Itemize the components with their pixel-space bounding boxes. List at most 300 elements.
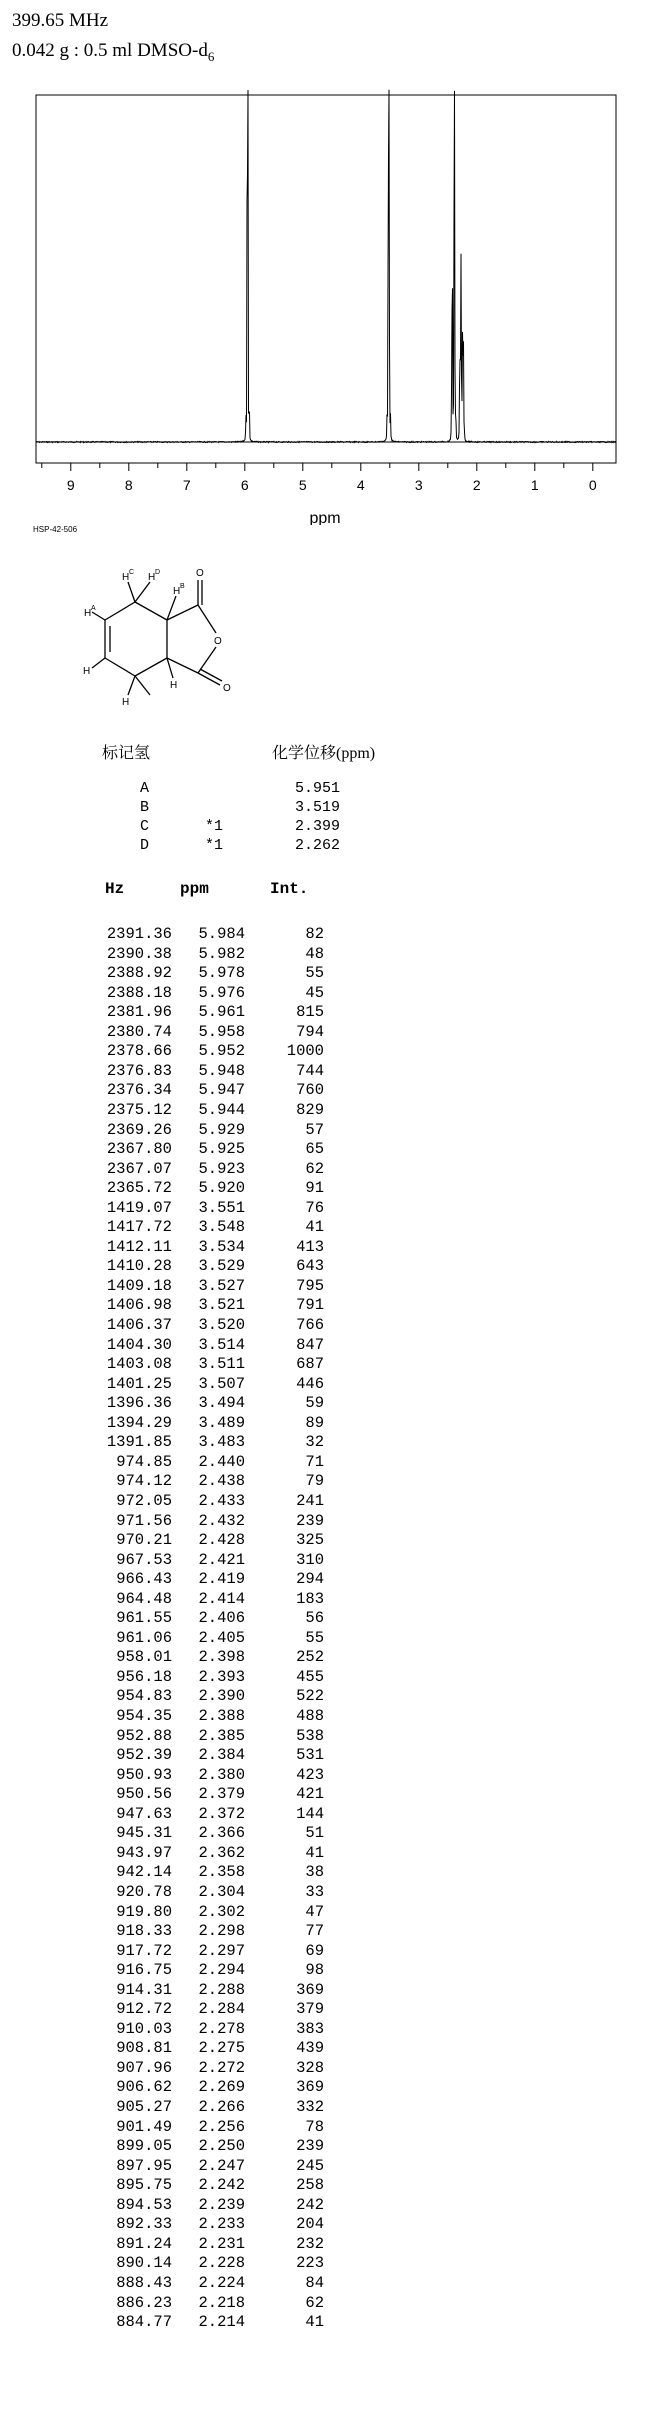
peak-hz: 895.75	[116, 2176, 172, 2195]
peak-row	[0, 964, 652, 984]
peak-intensity: 38	[305, 1863, 324, 1882]
peak-intensity: 829	[296, 1100, 324, 1119]
peak-hz: 1417.72	[106, 1218, 172, 1237]
peak-hz: 2380.74	[106, 1022, 172, 1041]
x-tick-label: 1	[530, 477, 539, 493]
peak-ppm: 3.529	[198, 1257, 245, 1276]
peak-hz: 1410.28	[106, 1257, 172, 1276]
peak-row	[0, 1101, 652, 1121]
x-tick-label: 5	[298, 477, 307, 493]
peak-intensity: 82	[305, 925, 324, 943]
peak-intensity: 48	[305, 944, 324, 963]
peak-hz: 945.31	[116, 1824, 172, 1843]
atom-h-bottom-right: H	[170, 680, 178, 691]
peak-hz: 958.01	[116, 1648, 172, 1667]
x-axis-ticks	[42, 463, 593, 471]
peak-ppm: 3.527	[198, 1276, 245, 1295]
peak-row	[0, 1062, 652, 1082]
atom-o-bottom: O	[223, 683, 231, 694]
peak-intensity: 59	[305, 1394, 324, 1413]
assignment-header-shift: 化学位移(ppm)	[272, 745, 376, 762]
peak-row	[0, 2176, 652, 2196]
peak-row	[0, 1609, 652, 1629]
peak-ppm: 2.297	[198, 1941, 245, 1960]
peak-row	[0, 1551, 652, 1571]
peak-ppm: 2.358	[198, 1863, 245, 1882]
peak-hz: 892.33	[116, 2215, 172, 2234]
peak-hz: 894.53	[116, 2195, 172, 2214]
peak-ppm: 3.514	[198, 1335, 245, 1354]
peak-ppm: 2.362	[198, 1843, 245, 1862]
peak-hz: 974.12	[116, 1472, 172, 1491]
peak-intensity: 77	[305, 1922, 324, 1941]
peak-row	[0, 1766, 652, 1786]
x-tick-label: 3	[414, 477, 423, 493]
peak-hz: 891.24	[116, 2234, 172, 2253]
peak-intensity: 369	[296, 1980, 324, 1999]
assignment-shift: 3.519	[295, 799, 341, 816]
peak-row	[0, 2118, 652, 2138]
x-tick-label: 8	[124, 477, 133, 493]
peak-row	[0, 1648, 652, 1668]
peak-ppm: 2.406	[198, 1609, 245, 1628]
peak-intensity: 423	[296, 1765, 324, 1784]
peak-hz: 1394.29	[106, 1413, 172, 1432]
peak-ppm: 2.218	[198, 2293, 245, 2312]
peak-row	[0, 1863, 652, 1883]
peak-row	[0, 1746, 652, 1766]
peak-hz: 2369.26	[106, 1120, 172, 1139]
peak-ppm: 5.978	[198, 964, 245, 983]
peak-hz: 907.96	[116, 2058, 172, 2077]
peak-ppm: 2.390	[198, 1687, 245, 1706]
peak-row	[0, 2098, 652, 2118]
peak-header-hz: Hz	[105, 880, 125, 898]
peak-intensity: 98	[305, 1961, 324, 1980]
peak-intensity: 56	[305, 1609, 324, 1628]
assignment-note: *1	[205, 818, 224, 835]
peak-hz: 1419.07	[106, 1198, 172, 1217]
peak-intensity: 538	[296, 1726, 324, 1745]
peak-intensity: 310	[296, 1550, 324, 1569]
atom-o-top: O	[196, 568, 204, 579]
peak-hz: 974.85	[116, 1452, 172, 1471]
atom-label-b: B	[180, 583, 185, 590]
sample-label	[12, 36, 214, 72]
peak-ppm: 2.256	[198, 2117, 245, 2136]
peak-intensity: 795	[296, 1276, 324, 1295]
peak-intensity: 71	[305, 1452, 324, 1471]
frequency-label: 399.65 MHz	[12, 10, 109, 31]
peak-row	[0, 1668, 652, 1688]
assignment-proton: A	[140, 780, 150, 797]
peak-intensity: 78	[305, 2117, 324, 2136]
peak-row	[0, 2000, 652, 2020]
peak-hz: 905.27	[116, 2098, 172, 2116]
peak-ppm: 5.952	[198, 1042, 245, 1061]
peak-row	[0, 1903, 652, 1923]
peak-row	[0, 2313, 652, 2333]
atom-h-a: H	[84, 608, 92, 619]
peak-row	[0, 1785, 652, 1805]
peak-intensity: 455	[296, 1667, 324, 1686]
peak-ppm: 2.384	[198, 1746, 245, 1765]
peak-intensity: 183	[296, 1589, 324, 1608]
peak-hz: 1391.85	[106, 1433, 172, 1452]
peak-row	[0, 1492, 652, 1512]
peak-row	[0, 1824, 652, 1844]
peak-row	[0, 1472, 652, 1492]
spectrum-code: HSP-42-506	[33, 525, 78, 534]
peak-row	[0, 1042, 652, 1062]
peak-hz: 961.06	[116, 1628, 172, 1647]
peak-intensity: 69	[305, 1941, 324, 1960]
peak-intensity: 847	[296, 1335, 324, 1354]
peak-hz: 967.53	[116, 1550, 172, 1569]
peak-ppm: 2.366	[198, 1824, 245, 1843]
peak-hz: 914.31	[116, 1980, 172, 1999]
peak-hz: 1406.98	[106, 1296, 172, 1315]
peak-hz: 947.63	[116, 1804, 172, 1823]
peak-row	[0, 1961, 652, 1981]
peak-hz: 919.80	[116, 1902, 172, 1921]
peak-ppm: 3.494	[198, 1394, 245, 1413]
peak-intensity: 744	[296, 1061, 324, 1080]
peak-intensity: 62	[305, 2293, 324, 2312]
peak-ppm: 2.288	[198, 1980, 245, 1999]
peak-ppm: 2.405	[198, 1628, 245, 1647]
assignment-row	[0, 818, 652, 838]
peak-hz: 886.23	[116, 2293, 172, 2312]
peak-hz: 2376.34	[106, 1081, 172, 1100]
peak-row	[0, 2215, 652, 2235]
peak-ppm: 3.489	[198, 1413, 245, 1432]
peak-hz: 950.56	[116, 1785, 172, 1804]
assignment-shift: 2.262	[295, 837, 341, 854]
peak-ppm: 5.958	[198, 1022, 245, 1041]
peak-intensity: 76	[305, 1198, 324, 1217]
peak-hz: 2375.12	[106, 1100, 172, 1119]
peak-ppm: 3.521	[198, 1296, 245, 1315]
peak-ppm: 5.925	[198, 1140, 245, 1159]
peak-hz: 961.55	[116, 1609, 172, 1628]
peak-hz: 916.75	[116, 1961, 172, 1980]
nmr-spectrum-chart	[0, 85, 652, 525]
peak-row	[0, 2137, 652, 2157]
peak-intensity: 91	[305, 1179, 324, 1198]
assignment-proton: B	[140, 799, 150, 816]
peak-ppm: 2.438	[198, 1472, 245, 1491]
x-tick-label: 9	[66, 477, 75, 493]
peak-ppm: 2.250	[198, 2137, 245, 2156]
peak-row	[0, 1199, 652, 1219]
peak-ppm: 2.393	[198, 1667, 245, 1686]
peak-intensity: 55	[305, 964, 324, 983]
peak-ppm: 2.214	[198, 2313, 245, 2332]
peak-row	[0, 984, 652, 1004]
peak-intensity: 421	[296, 1785, 324, 1804]
peak-intensity: 252	[296, 1648, 324, 1667]
peak-intensity: 45	[305, 983, 324, 1002]
peak-intensity: 258	[296, 2176, 324, 2195]
peak-ppm: 2.298	[198, 1922, 245, 1941]
assignment-shift: 2.399	[295, 818, 341, 835]
peak-hz: 2388.18	[106, 983, 172, 1002]
atom-label-a: A	[91, 605, 96, 612]
peak-row	[0, 1394, 652, 1414]
peak-intensity: 245	[296, 2156, 324, 2175]
peak-row	[0, 2294, 652, 2314]
peak-row	[0, 1160, 652, 1180]
atom-h-b: H	[173, 586, 181, 597]
peak-hz: 950.93	[116, 1765, 172, 1784]
peak-row	[0, 1277, 652, 1297]
peak-hz: 2367.07	[106, 1159, 172, 1178]
peak-row	[0, 1844, 652, 1864]
peak-ppm: 2.388	[198, 1707, 245, 1725]
x-tick-label: 2	[472, 477, 481, 493]
peak-hz: 942.14	[116, 1863, 172, 1882]
peak-hz: 2391.36	[106, 925, 172, 943]
peak-row	[0, 1453, 652, 1473]
assignment-header-label: 标记氢	[102, 745, 151, 762]
peak-intensity: 84	[305, 2273, 324, 2292]
peak-intensity: 766	[296, 1316, 324, 1334]
peak-row	[0, 2235, 652, 2255]
peak-row	[0, 1257, 652, 1277]
spectrum-trace	[36, 90, 616, 443]
peak-ppm: 2.294	[198, 1961, 245, 1980]
peak-row	[0, 2059, 652, 2079]
peak-hz: 2390.38	[106, 944, 172, 963]
peak-ppm: 5.947	[198, 1081, 245, 1100]
x-tick-label: 6	[240, 477, 249, 493]
peak-hz: 884.77	[116, 2313, 172, 2332]
assignment-table	[0, 740, 652, 860]
peak-row	[0, 1316, 652, 1336]
peak-ppm: 2.414	[198, 1589, 245, 1608]
peak-hz: 970.21	[116, 1531, 172, 1550]
peak-row	[0, 1296, 652, 1316]
peak-intensity: 325	[296, 1531, 324, 1550]
peak-row	[0, 1081, 652, 1101]
peak-row	[0, 1942, 652, 1962]
peak-ppm: 5.929	[198, 1120, 245, 1139]
atom-o-ring: O	[214, 636, 222, 647]
peak-intensity: 41	[305, 1843, 324, 1862]
peak-row	[0, 1512, 652, 1532]
atom-label-d: D	[155, 569, 161, 576]
peak-ppm: 2.266	[198, 2098, 245, 2116]
peak-ppm: 2.278	[198, 2019, 245, 2038]
peak-hz: 2365.72	[106, 1179, 172, 1198]
peak-ppm: 2.302	[198, 1902, 245, 1921]
peak-intensity: 32	[305, 1433, 324, 1452]
peak-ppm: 2.247	[198, 2156, 245, 2175]
peak-intensity: 328	[296, 2058, 324, 2077]
peak-ppm: 2.242	[198, 2176, 245, 2195]
peak-ppm: 5.976	[198, 983, 245, 1002]
peak-ppm: 3.548	[198, 1218, 245, 1237]
peak-hz: 2388.92	[106, 964, 172, 983]
atom-h-d: H	[148, 572, 156, 583]
sample-subscript: 6	[207, 48, 215, 64]
assignment-row	[0, 799, 652, 819]
peak-row	[0, 2196, 652, 2216]
peak-row	[0, 1336, 652, 1356]
peak-ppm: 5.961	[198, 1003, 245, 1022]
peak-hz: 908.81	[116, 2039, 172, 2058]
assignment-row	[0, 780, 652, 800]
peak-ppm: 2.275	[198, 2039, 245, 2058]
peak-hz: 2381.96	[106, 1003, 172, 1022]
peak-hz: 1409.18	[106, 1276, 172, 1295]
peak-row	[0, 1531, 652, 1551]
peak-intensity: 687	[296, 1355, 324, 1374]
peak-hz: 901.49	[116, 2117, 172, 2136]
peak-intensity: 1000	[286, 1042, 324, 1061]
peak-ppm: 2.421	[198, 1550, 245, 1569]
peak-intensity: 51	[305, 1824, 324, 1843]
peak-row	[0, 1981, 652, 2001]
peak-intensity: 413	[296, 1237, 324, 1256]
peak-row	[0, 1140, 652, 1160]
peak-row	[0, 1121, 652, 1141]
peak-ppm: 2.372	[198, 1804, 245, 1823]
peak-intensity: 379	[296, 2000, 324, 2019]
peak-ppm: 5.944	[198, 1100, 245, 1119]
peak-ppm: 5.920	[198, 1179, 245, 1198]
peak-hz: 1396.36	[106, 1394, 172, 1413]
molecule-structure	[70, 560, 330, 730]
peak-hz: 964.48	[116, 1589, 172, 1608]
peak-intensity: 369	[296, 2078, 324, 2097]
peak-ppm: 2.385	[198, 1726, 245, 1745]
peak-row	[0, 1707, 652, 1727]
peak-row	[0, 925, 652, 945]
peak-hz: 1406.37	[106, 1316, 172, 1334]
peak-intensity: 223	[296, 2254, 324, 2273]
peak-intensity: 239	[296, 1511, 324, 1530]
peak-ppm: 2.231	[198, 2234, 245, 2253]
peak-intensity: 531	[296, 1746, 324, 1765]
atom-h-left: H	[83, 666, 91, 677]
peak-intensity: 241	[296, 1491, 324, 1510]
peak-hz: 956.18	[116, 1667, 172, 1686]
peak-intensity: 65	[305, 1140, 324, 1159]
peak-intensity: 488	[296, 1707, 324, 1725]
peak-hz: 971.56	[116, 1511, 172, 1530]
peak-row	[0, 1687, 652, 1707]
assignment-row	[0, 837, 652, 857]
peak-intensity: 47	[305, 1902, 324, 1921]
assignment-shift: 5.951	[295, 780, 341, 797]
peak-hz: 2367.80	[106, 1140, 172, 1159]
peak-intensity: 79	[305, 1472, 324, 1491]
x-tick-label: 0	[588, 477, 597, 493]
peak-ppm: 2.380	[198, 1765, 245, 1784]
peak-ppm: 2.428	[198, 1531, 245, 1550]
x-axis-label: ppm	[309, 510, 341, 525]
assignment-proton: D	[140, 837, 150, 854]
peak-row	[0, 1433, 652, 1453]
peak-ppm: 3.520	[198, 1316, 245, 1334]
structure-bonds	[92, 580, 222, 695]
peak-ppm: 2.440	[198, 1452, 245, 1471]
peak-ppm: 5.948	[198, 1061, 245, 1080]
peak-row	[0, 1590, 652, 1610]
peak-ppm: 2.419	[198, 1570, 245, 1589]
peak-intensity: 643	[296, 1257, 324, 1276]
peak-hz: 943.97	[116, 1843, 172, 1862]
peak-hz: 954.83	[116, 1687, 172, 1706]
peak-row	[0, 1805, 652, 1825]
peak-hz: 1412.11	[106, 1237, 172, 1256]
peak-intensity: 446	[296, 1374, 324, 1393]
atom-label-c: C	[129, 569, 135, 576]
peak-row	[0, 2157, 652, 2177]
peak-intensity: 144	[296, 1804, 324, 1823]
peak-hz: 899.05	[116, 2137, 172, 2156]
peak-ppm: 3.511	[198, 1355, 245, 1374]
peak-row	[0, 1238, 652, 1258]
peak-hz: 888.43	[116, 2273, 172, 2292]
peak-intensity: 522	[296, 1687, 324, 1706]
peak-hz: 1403.08	[106, 1355, 172, 1374]
peak-row	[0, 1355, 652, 1375]
peak-hz: 906.62	[116, 2078, 172, 2097]
peak-row	[0, 1727, 652, 1747]
peak-intensity: 794	[296, 1022, 324, 1041]
peak-hz: 954.35	[116, 1707, 172, 1725]
peak-intensity: 294	[296, 1570, 324, 1589]
peak-ppm: 3.507	[198, 1374, 245, 1393]
plot-frame	[36, 95, 616, 463]
peak-row	[0, 1629, 652, 1649]
sample-header	[12, 6, 214, 72]
peak-row	[0, 1023, 652, 1043]
peak-ppm: 5.982	[198, 944, 245, 963]
peak-ppm: 3.534	[198, 1237, 245, 1256]
peak-ppm: 2.433	[198, 1491, 245, 1510]
sample-text: 0.042 g : 0.5 ml DMSO-d	[12, 40, 208, 61]
peak-ppm: 2.269	[198, 2078, 245, 2097]
peak-ppm: 2.284	[198, 2000, 245, 2019]
peak-intensity: 41	[305, 1218, 324, 1237]
peak-row	[0, 1414, 652, 1434]
peak-row	[0, 2020, 652, 2040]
x-tick-label: 4	[356, 477, 365, 493]
peak-ppm: 2.432	[198, 1511, 245, 1530]
peak-hz: 912.72	[116, 2000, 172, 2019]
peak-intensity: 57	[305, 1120, 324, 1139]
atom-h-bottom-left: H	[122, 697, 130, 708]
peak-ppm: 2.233	[198, 2215, 245, 2234]
peak-row	[0, 1179, 652, 1199]
peak-intensity: 242	[296, 2195, 324, 2214]
peak-ppm: 2.304	[198, 1882, 245, 1901]
peak-ppm: 2.272	[198, 2058, 245, 2077]
peak-hz: 1404.30	[106, 1335, 172, 1354]
peak-hz: 910.03	[116, 2019, 172, 2038]
peak-row	[0, 2274, 652, 2294]
assignment-note: *1	[205, 837, 224, 854]
peak-row	[0, 1570, 652, 1590]
peak-hz: 897.95	[116, 2156, 172, 2175]
peak-ppm: 3.551	[198, 1198, 245, 1217]
peak-hz: 952.39	[116, 1746, 172, 1765]
peak-row	[0, 1218, 652, 1238]
